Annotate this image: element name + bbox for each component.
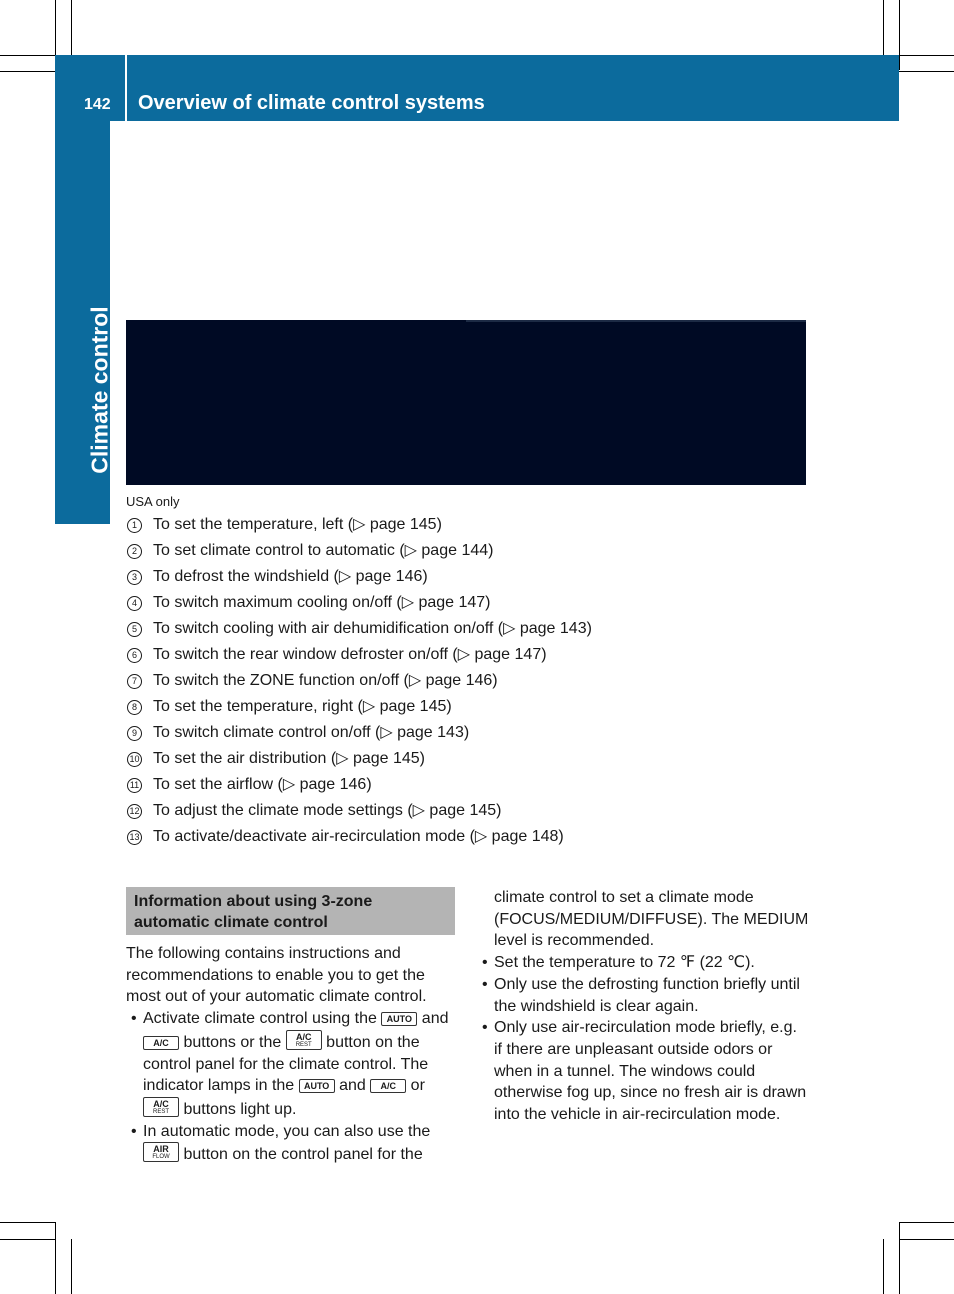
- auto-button-icon: AUTO: [381, 1012, 417, 1026]
- header-divider: [125, 55, 127, 121]
- air-flow-button-icon: AIR FLOW: [143, 1142, 179, 1162]
- crop-mark: [899, 1239, 954, 1240]
- list-item: [126, 774, 592, 800]
- right-column: [477, 887, 809, 1126]
- legend-text: To set the airflow (▷ page 146): [153, 776, 372, 793]
- legend-list: [126, 514, 592, 852]
- number-badge: 1: [127, 518, 142, 533]
- crop-mark: [55, 1222, 56, 1294]
- continuation-paragraph: climate control to set a climate mode (FOCUS/MEDIUM/DIFFUSE). The MEDIUM level is recommended.: [494, 889, 809, 950]
- bullet-item: • In automatic mode, you can also use the AIR FLOW button on the control panel for the: [126, 1121, 458, 1166]
- ac-button-icon: A/C: [143, 1036, 179, 1050]
- left-column: [126, 943, 458, 1166]
- number-badge: 5: [127, 622, 142, 637]
- bullet-item: • Only use the defrosting function briefly until the windshield is clear again.: [477, 974, 809, 1017]
- legend-text: To switch maximum cooling on/off (▷ page 147): [153, 594, 491, 611]
- number-badge: 2: [127, 544, 142, 559]
- number-badge: 6: [127, 648, 142, 663]
- section-heading: Information about using 3-zone automatic climate control: [134, 893, 373, 931]
- list-item: [126, 618, 592, 644]
- bullet-item: • Activate climate control using the AUTO and A/C buttons or the A/C REST button on the control panel for the climate control. The indicator lamps in the AUTO and A/C or A/C REST buttons light up.: [126, 1008, 458, 1121]
- list-item: [126, 722, 592, 748]
- list-item: [126, 670, 592, 696]
- list-item: [126, 826, 592, 852]
- crop-mark: [0, 1222, 55, 1223]
- list-item: [126, 514, 592, 540]
- legend-text: To set the air distribution (▷ page 145): [153, 750, 426, 767]
- intro-paragraph: The following contains instructions and recommendations to enable you to get the most out of your automatic climate control.: [126, 945, 427, 1006]
- crop-mark: [71, 1239, 72, 1294]
- number-badge: 11: [127, 778, 142, 793]
- page-header: [55, 55, 899, 121]
- number-badge: 12: [127, 804, 142, 819]
- list-item: [126, 696, 592, 722]
- ac-button-icon: A/C: [370, 1079, 406, 1093]
- side-tab-label: Climate control: [86, 306, 113, 474]
- number-badge: 10: [127, 752, 142, 767]
- panel-seam: [466, 320, 806, 322]
- number-badge: 7: [127, 674, 142, 689]
- page-title: Overview of climate control systems: [138, 92, 485, 114]
- crop-mark: [883, 1239, 884, 1294]
- crop-mark: [899, 71, 954, 72]
- list-item: [126, 748, 592, 774]
- page-number: 142: [84, 96, 111, 113]
- number-badge: 13: [127, 830, 142, 845]
- legend-text: To switch cooling with air dehumidification on/off (▷ page 143): [153, 620, 592, 637]
- legend-text: To set climate control to automatic (▷ page 144): [153, 542, 494, 559]
- crop-mark: [883, 0, 884, 55]
- crop-mark: [0, 1239, 55, 1240]
- bullet-item: • Set the temperature to 72 ℉ (22 ℃).: [477, 952, 809, 974]
- list-item: [126, 800, 592, 826]
- crop-mark: [899, 1222, 900, 1294]
- list-item: [126, 566, 592, 592]
- crop-mark: [0, 55, 55, 56]
- number-badge: 3: [127, 570, 142, 585]
- crop-mark: [899, 55, 954, 56]
- list-item: [126, 592, 592, 618]
- crop-mark: [899, 0, 900, 70]
- legend-text: To set the temperature, left (▷ page 145): [153, 516, 442, 533]
- crop-mark: [0, 71, 55, 72]
- control-panel-image: [126, 320, 806, 485]
- list-item: [126, 644, 592, 670]
- auto-button-icon: AUTO: [299, 1079, 335, 1093]
- section-heading-box: [126, 887, 455, 935]
- figure-caption: USA only: [126, 494, 180, 509]
- bullet-item: • Only use air-recirculation mode briefly, e.g. if there are unpleasant outside odors or when in a tunnel. The windows could otherwise fog up, since no fresh air is drawn into the vehicle in air-recirculation mode.: [477, 1017, 809, 1126]
- number-badge: 8: [127, 700, 142, 715]
- legend-text: To defrost the windshield (▷ page 146): [153, 568, 428, 585]
- ac-rest-button-icon: A/C REST: [143, 1097, 179, 1117]
- crop-mark: [899, 1222, 954, 1223]
- legend-text: To set the temperature, right (▷ page 145): [153, 698, 452, 715]
- crop-mark: [71, 0, 72, 55]
- number-badge: 9: [127, 726, 142, 741]
- ac-rest-button-icon: A/C REST: [286, 1030, 322, 1050]
- list-item: [126, 540, 592, 566]
- legend-text: To switch the ZONE function on/off (▷ page 146): [153, 672, 498, 689]
- legend-text: To switch the rear window defroster on/off (▷ page 147): [153, 646, 547, 663]
- legend-text: To activate/deactivate air-recirculation mode (▷ page 148): [153, 828, 564, 845]
- legend-text: To adjust the climate mode settings (▷ page 145): [153, 802, 502, 819]
- legend-text: To switch climate control on/off (▷ page 143): [153, 724, 470, 741]
- number-badge: 4: [127, 596, 142, 611]
